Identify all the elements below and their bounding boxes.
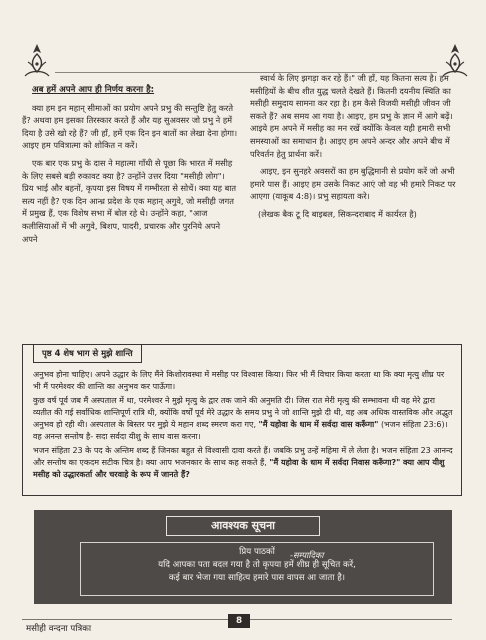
- paragraph: क्या हम इन महान् सीमाओं का प्रयोग अपने प्रभु की सन्तुष्टि हेतु करते हैं? अथवा हम इसका तिरस्कार करते हैं और यह सुअवसर जो प्रभु ने हमें दिया है उसे खो रहे हैं? जी हाँ, हमें एक दिन इन बातों का लेखा देना होगा। आइए हम पवित्रात्मा को शोकित न करें।: [22, 102, 238, 151]
- notice-line: यदि आपका पता बदल गया है तो कृपया हमें शीघ्र ही सूचित करें,: [158, 560, 356, 570]
- continuation-title: पृष्ठ 4 शेष भाग से मुझे शान्ति: [33, 344, 142, 363]
- scripture-reference: (भजन संहिता 23:6)। वह अनन्त सन्तोष है- सदा सर्वदा यीशु के साथ वास करना।: [33, 419, 448, 441]
- closing-question: "मैं यहोवा के धाम में सर्वदा निवास करूँगा?" क्या आप यीशु मसीह को उद्धारकर्ता और चरवाहे के रूप में जानते हैं?: [33, 457, 445, 479]
- notice-line: कई बार भेजा गया साहित्य हमारे पास वापस आ जाता है।: [168, 573, 346, 583]
- paragraph-text: कुछ वर्ष पूर्व जब मैं अस्पताल में था, परमेश्वर ने मुझे मृत्यु के द्वार तक जाने की अनुमति दी। जिस रात मेरी मृत्यु की सम्भावना थी वह मेरे द्वारा व्यतीत की गई सर्वाधिक शान्तिपूर्ण रात्रि थी, क्योंकि वर्षों पूर्व मेरे उद्धार के समय प्रभु ने जो शान्ति मुझे दी थी, वह अब अधिक वास्तविक और अद्भुत अनुभव हो रही थी। अस्पताल के बिस्तर पर मुझे ये महान शब्द स्मरण करा गए,: [33, 396, 453, 429]
- paragraph: एक बार एक प्रभु के दास ने महात्मा गाँधी से पूछा कि भारत में मसीह के लिए सबसे बड़ी रुकावट क्या है? उन्होंने उत्तर दिया "मसीही लोग"। प्रिय भाई और बहनों, कृपया इस विषय में गम्भीरता से सोचें। क्या यह बात सत्य नहीं है? एक दिन आन्ध्र प्रदेश के एक महान् अगुवे, जो मसीही जगत में प्रमुख हैं, एक विशेष सभा में बोल रहे थे। उन्होंने कहा, "आज कलीसियाओं में भी अगुवे, बिशप, पादरी, प्रचारक और पुरनिये अपने अपने: [22, 157, 237, 244]
- notice-greeting: प्रिय पाठकों: [239, 547, 275, 557]
- paragraph: आइए, इन सुनहरे अवसरों का हम बुद्धिमानी से प्रयोग करें जो अभी हमारे पास हैं। आइए हम उसके निकट आएं जो वह भी हमारे निकट पर आएगा (याकूब 4:8)। प्रभु सहायता करे।: [250, 166, 456, 202]
- magazine-name: मसीही वन्दना पत्रिका: [26, 624, 92, 634]
- scripture-quote: "मैं यहोवा के धाम में सर्वदा वास करूँगा": [258, 419, 379, 429]
- author-attribution: (लेखक बैक टू दि बाइबल, सिकन्दराबाद में कार्यरत है): [258, 208, 417, 219]
- paragraph: स्वार्थ के लिए झगड़ा कर रहे हैं।" जी हाँ, यह कितना सत्य है। हम मसीहियों के बीच शीत युद्ध चलते देखते हैं। कितनी दयनीय स्थिति का मसीही समुदाय सामना कर रहा है। हम कैसे विजयी मसीही जीवन जी सकते हैं? अब समय आ गया है। आइए, हम प्रभु के ज्ञान में आगे बढ़ें। आइये हम अपने में मसीह का मन रखें क्योंकि केवल यही हमारी सभी समस्याओं का समाधान है। आइए हम अपने अन्दर और अपने बीच में परिवर्तन हेतु प्रार्थना करें।: [250, 73, 453, 159]
- continuation-body: [33, 369, 453, 483]
- left-column: [22, 84, 238, 250]
- paragraph-text: भजन संहिता 23 के पद के अन्तिम शब्द हैं जिनका बहुत से विश्वासी दावा करते हैं। जबकि प्रभु उन्हें महिमा में ले लेता है। भजन संहिता 23 आनन्द और सन्तोष का एकदम सटीक चित्र है। क्या आप भजनकार के साथ कह सकते हैं,: [33, 446, 453, 467]
- important-notice: [34, 510, 452, 604]
- paragraph: अनुभव होना चाहिए। अपने उद्धार के लिए मैंने किशोरावस्था में मसीह पर विश्वास किया। फिर भी मैं विचार किया करता था कि क्या मृत्यु शीघ्र पर भी मैं परमेश्वर की शान्ति का अनुभव कर पाऊँगा।: [33, 370, 445, 391]
- floral-ornament-icon: [22, 42, 52, 82]
- section-heading: अब हमें अपने आप ही निर्णय करना है:: [32, 85, 155, 95]
- continuation-box: [22, 344, 462, 496]
- paragraph: [33, 445, 453, 480]
- right-column: [250, 72, 464, 226]
- page-number: 8: [228, 614, 250, 628]
- paragraph: [33, 395, 453, 442]
- notice-title: आवश्यक सूचना: [166, 516, 320, 536]
- editor-signature: -सम्पादिका: [290, 550, 324, 560]
- notice-content: [80, 542, 434, 596]
